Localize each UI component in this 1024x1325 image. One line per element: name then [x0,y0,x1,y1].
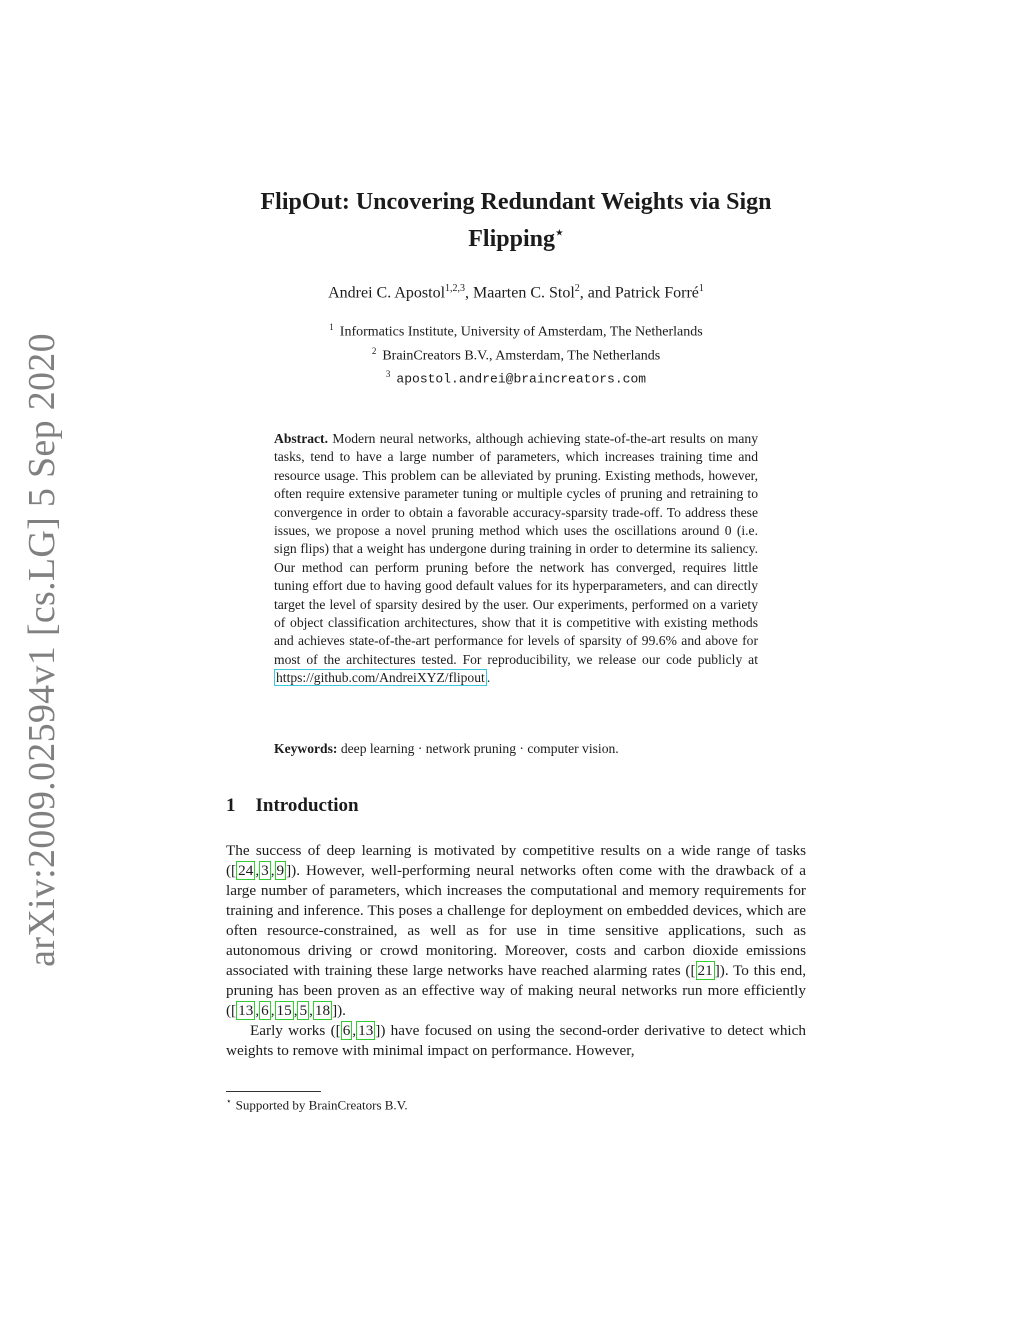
title-footnote-mark: ⋆ [554,226,564,241]
text-run: The success of deep learning is motivated by competitive results on a wide range of tasks ([ [226,842,806,879]
citation-separator: , [255,1002,260,1019]
citation-link[interactable]: 6 [261,1002,269,1019]
footnote [226,1096,408,1113]
author-name: Andrei C. Apostol [328,284,446,302]
affiliation-text: Informatics Institute, University of Amsterdam, The Netherlands [339,324,703,340]
abstract-period: . [486,670,491,686]
section-title: Introduction [255,795,359,816]
affiliation-mark: 2 [371,345,377,356]
citation-link[interactable]: 5 [299,1002,308,1019]
affiliation-mark: 3 [385,369,391,380]
author-separator: , [465,284,474,302]
citation-link[interactable]: 21 [697,962,713,979]
keywords-text: deep learning · network pruning · computer vision. [340,741,619,756]
author-affiliation-mark: 1 [698,283,704,294]
paragraph [226,1021,806,1061]
paragraph [226,841,806,1021]
author-list [226,283,806,302]
paper-title [226,186,806,255]
arxiv-identifier-stamp: arXiv:2009.02594v1 [cs.LG] 5 Sep 2020 [21,333,63,967]
citation-link[interactable]: 3 [261,862,269,879]
code-repository-link[interactable]: https://github.com/AndreiXYZ/flipout [276,670,485,686]
keywords [274,741,758,757]
citation-link[interactable]: 9 [276,862,285,879]
citation-link[interactable]: 24 [238,862,254,879]
text-run: ]) have focused on using the second-order derivative to detect which weights to remove with minimal impact on performance. However, [226,1022,806,1059]
citation-link[interactable]: 18 [314,1002,331,1019]
text-run: ]). To this end, pruning has been proven as an effective way of making neural networks run more efficiently ([ [226,962,806,1019]
affiliation-line [226,342,806,366]
citation-link[interactable]: 13 [238,1002,254,1019]
abstract-text: Modern neural networks, although achieving state-of-the-art results on many tasks, tend to have a large number of parameters, which increases training time and resource usage. This problem can be alleviated by pruning. Existing methods, however, often require extensive parameter tuning or multiple cycles of pruning and retraining to convergence in order to obtain a favorable accuracy-sparsity trade-off. To address these issues, we propose a novel pruning method which uses the oscillations around 0 (i.e. sign flips) that a weight has undergone during training in order to determine its saliency. Our method can perform pruning before the network has converged, requires little tuning effort due to having good default values for its hyperparameters, and can directly target the level of sparsity desired by the user. Our experiments, performed on a variety of object classification architectures, show that it is competitive with existing methods and achieves state-of-the-art performance for levels of sparsity of 99.6% and above for most of the architectures tested. For reproducibility, we release our code publicly at [274,431,758,667]
footnote-divider [226,1091,321,1092]
affiliation-text: BrainCreators B.V., Amsterdam, The Netherlands [382,348,661,364]
text-run: ]). However, well-performing neural networks often come with the drawback of a large number of parameters, which increases the computational and memory requirements for training and inference. This poses a challenge for deployment on embedded devices, which are often resource-constrained, as well as for use in time sensitive applications, such as autonomous driving or crowd monitoring. Moreover, costs and carbon dioxide emissions associated with training these large networks have reached alarming rates ([ [226,862,806,979]
citation-link[interactable]: 6 [342,1022,351,1039]
citation-separator: , [270,862,275,879]
citation-separator: , [293,1002,298,1019]
text-run: Early works ([ [250,1022,341,1039]
section-number: 1 [226,795,236,816]
abstract-label: Abstract. [274,431,328,446]
citation-link[interactable]: 15 [276,1002,292,1019]
author-separator: , and [579,284,615,302]
affiliation-line [226,365,806,389]
author-affiliation-mark: 1,2,3 [445,283,466,294]
title-line-1: FlipOut: Uncovering Redundant Weights via Sign [260,189,772,215]
footnote-text: Supported by BrainCreators B.V. [235,1097,408,1113]
affiliation-line [226,318,806,342]
affiliation-mark: 1 [329,322,334,332]
author-email: apostol.andrei@braincreators.com [396,371,647,387]
affiliation-list [226,318,806,389]
citation-separator: , [270,1002,275,1019]
citation-separator: , [352,1022,357,1039]
keywords-label: Keywords: [274,741,338,756]
author-affiliation-mark: 2 [574,283,580,294]
abstract [274,430,758,688]
citation-separator: , [309,1002,313,1019]
citation-separator: , [255,862,260,879]
footnote-mark: ⋆ [226,1096,232,1106]
citation-link[interactable]: 13 [358,1022,374,1039]
author-name: Maarten C. Stol [473,284,575,302]
body-text [226,841,806,1061]
title-line-2: Flipping [468,226,555,252]
author-name: Patrick Forré [614,284,699,302]
text-run: ]). [332,1002,346,1019]
section-heading-introduction [226,795,359,817]
